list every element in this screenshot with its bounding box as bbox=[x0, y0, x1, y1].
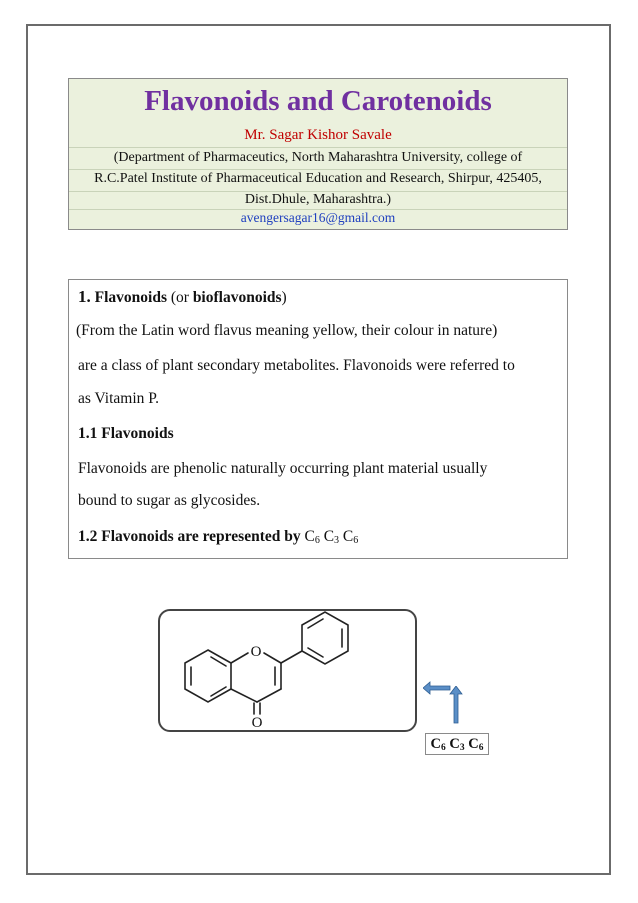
section-heading bbox=[78, 287, 287, 307]
title-block bbox=[68, 78, 568, 230]
arrow-left-icon bbox=[423, 681, 451, 695]
carbonyl-oxygen-label: O bbox=[251, 715, 263, 730]
benzene-ring-left bbox=[185, 650, 231, 702]
heading-alt-name: bioflavonoids bbox=[192, 289, 282, 306]
paragraph-line: as Vitamin P. bbox=[78, 390, 160, 407]
affiliation-line: R.C.Patel Institute of Pharmaceutical Education and Research, Shirpur, 425405, bbox=[94, 171, 542, 186]
row-divider bbox=[69, 169, 567, 170]
section-heading-text: Flavonoids bbox=[94, 289, 167, 306]
formula: $C_6$ $C_3$ $C_6$ bbox=[304, 528, 359, 546]
subsection-heading: 1.1 Flavonoids bbox=[78, 425, 174, 442]
paragraph-line: (From the Latin word flavus meaning yellow, their colour in nature) bbox=[76, 322, 498, 339]
author-name: Mr. Sagar Kishor Savale bbox=[244, 127, 392, 143]
paragraph-line: Flavonoids are phenolic naturally occurring plant material usually bbox=[78, 460, 488, 477]
paragraph-line: bound to sugar as glycosides. bbox=[78, 492, 261, 509]
flavone-structure bbox=[160, 611, 415, 730]
section-number: 1. bbox=[78, 287, 91, 306]
heading-paren-open: (or bbox=[170, 289, 193, 306]
section-1-box bbox=[68, 279, 568, 559]
author-email[interactable]: avengersagar16@gmail.com bbox=[240, 210, 396, 225]
affiliation-line: Dist.Dhule, Maharashtra.) bbox=[244, 192, 392, 207]
page-title: Flavonoids and Carotenoids bbox=[144, 85, 492, 117]
arrow-up-icon bbox=[449, 686, 463, 724]
molecule-frame bbox=[158, 609, 417, 732]
heading-paren-close: ) bbox=[281, 289, 287, 306]
subsection-heading bbox=[78, 528, 358, 546]
subsection-heading-text: 1.2 Flavonoids are represented by bbox=[78, 528, 301, 545]
affiliation-line: (Department of Pharmaceutics, North Maharashtra University, college of bbox=[113, 150, 523, 165]
paragraph-line: are a class of plant secondary metabolites. Flavonoids were referred to bbox=[78, 357, 515, 374]
row-divider bbox=[69, 147, 567, 148]
phenyl-ring bbox=[302, 612, 348, 664]
formula-label: $C_6$ $C_3$ $C_6$ bbox=[425, 733, 489, 755]
ring-oxygen-label: O bbox=[250, 644, 262, 660]
